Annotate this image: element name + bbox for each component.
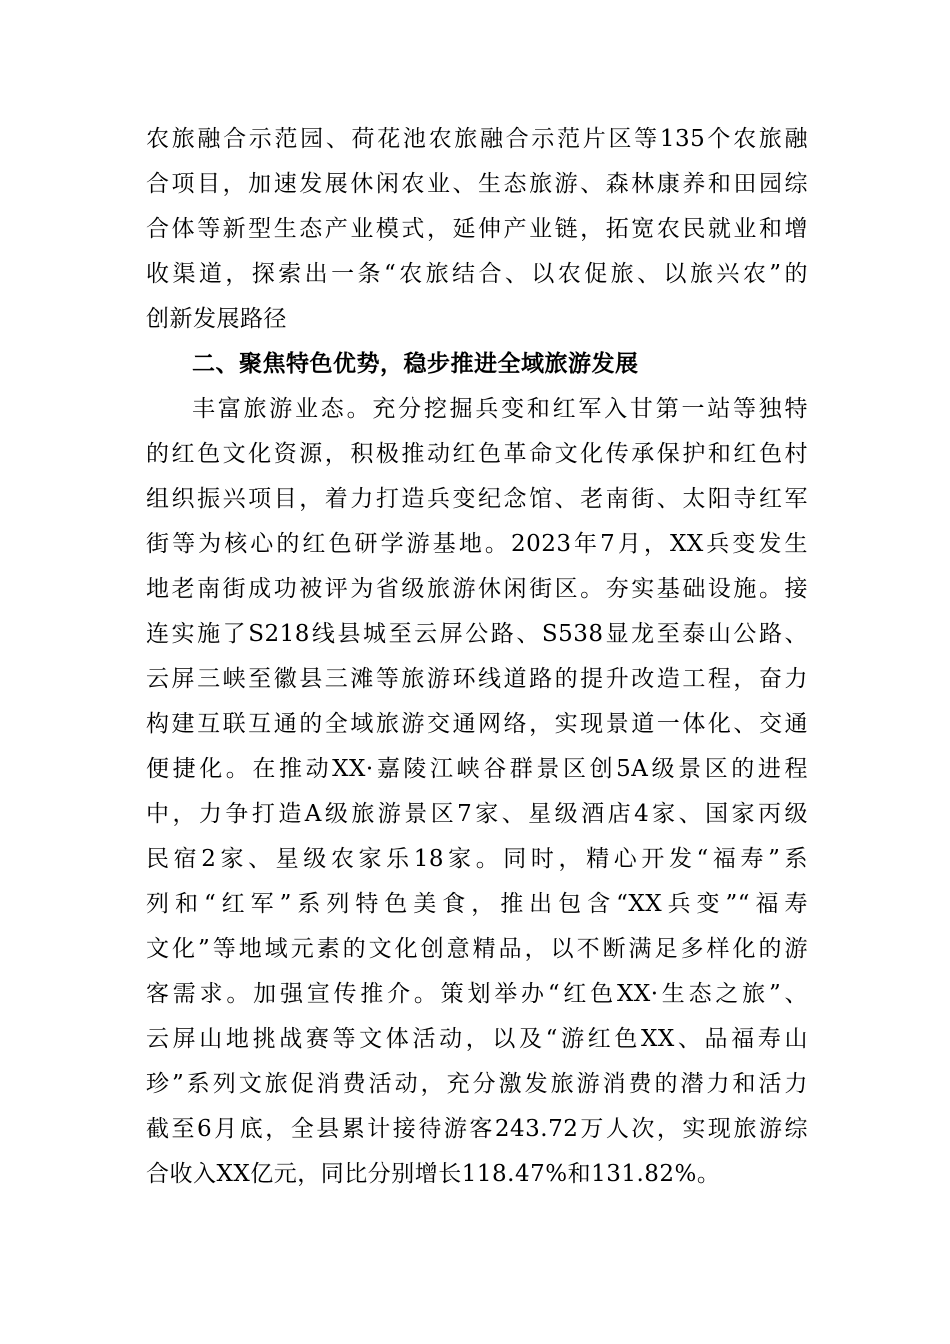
text-line: 列和“红军”系列特色美食，推出包含“XX兵变”“福寿	[146, 891, 808, 917]
text-line: 云屏山地挑战赛等文体活动，以及“游红色XX、品福寿山	[146, 1026, 808, 1052]
text-line: 创新发展路径	[146, 306, 287, 332]
paragraph-tourism	[146, 387, 808, 1197]
text-line: 的红色文化资源，积极推动红色革命文化传承保护和红色村	[146, 441, 808, 467]
text-line: 珍”系列文旅促消费活动，充分激发旅游消费的潜力和活力	[146, 1071, 808, 1097]
text-line: 合项目，加速发展休闲农业、生态旅游、森林康养和田园综	[146, 171, 808, 197]
text-line: 合体等新型生态产业模式，延伸产业链，拓宽农民就业和增	[146, 216, 808, 242]
text-line: 云屏三峡至徽县三滩等旅游环线道路的提升改造工程，奋力	[146, 666, 808, 692]
paragraph-intro	[146, 117, 808, 342]
text-line: 农旅融合示范园、荷花池农旅融合示范片区等135个农旅融	[146, 126, 808, 152]
text-line: 文化”等地域元素的文化创意精品，以不断满足多样化的游	[146, 936, 808, 962]
text-line: 客需求。加强宣传推介。策划举办“红色XX·生态之旅”、	[146, 981, 808, 1007]
text-line: 组织振兴项目，着力打造兵变纪念馆、老南街、太阳寺红军	[146, 486, 808, 512]
text-line: 街等为核心的红色研学游基地。2023年7月，XX兵变发生	[146, 531, 808, 557]
text-line: 地老南街成功被评为省级旅游休闲街区。夯实基础设施。接	[146, 576, 808, 602]
text-line: 中，力争打造A级旅游景区7家、星级酒店4家、国家丙级	[146, 801, 808, 827]
text-line: 连实施了S218线县城至云屏公路、S538显龙至泰山公路、	[146, 621, 808, 647]
text-line: 便捷化。在推动XX·嘉陵江峡谷群景区创5A级景区的进程	[146, 756, 808, 782]
document-body	[146, 117, 808, 1197]
text-line: 收渠道，探索出一条“农旅结合、以农促旅、以旅兴农”的	[146, 261, 808, 287]
text-line: 民宿2家、星级农家乐18家。同时，精心开发“福寿”系	[146, 846, 808, 872]
text-line: 截至6月底，全县累计接待游客243.72万人次，实现旅游综	[146, 1116, 808, 1142]
text-line: 构建互联互通的全域旅游交通网络，实现景道一体化、交通	[146, 711, 808, 737]
section-heading: 二、聚焦特色优势，稳步推进全域旅游发展	[192, 351, 639, 377]
text-line: 丰富旅游业态。充分挖掘兵变和红军入甘第一站等独特	[192, 396, 808, 422]
text-line: 合收入XX亿元，同比分别增长118.47%和131.82%。	[146, 1161, 721, 1187]
